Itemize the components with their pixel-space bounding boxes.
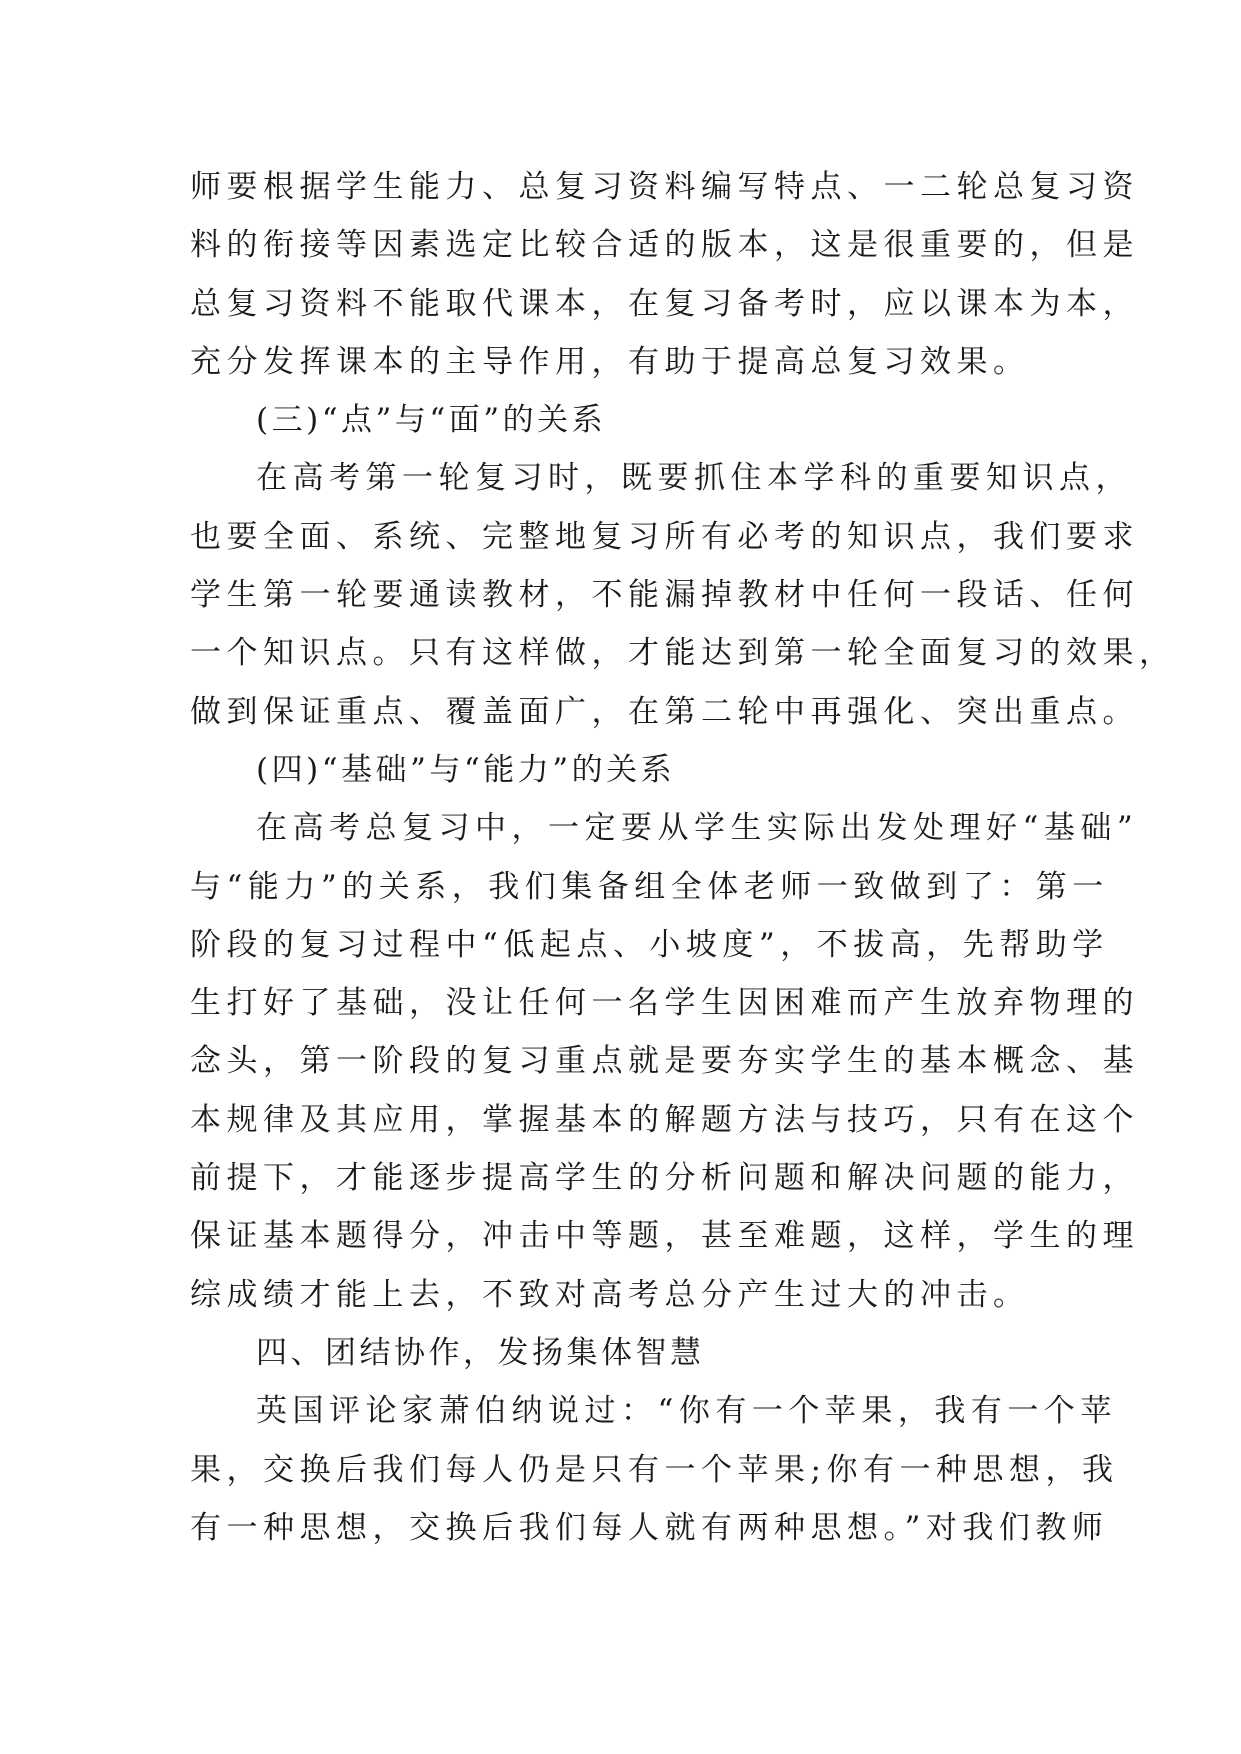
text-line: 充分发挥课本的主导作用，有助于提高总复习效果。	[190, 343, 1030, 380]
text-line: 与“能力”的关系，我们集备组全体老师一致做到了：第一	[190, 868, 1109, 905]
text-line: 本规律及其应用，掌握基本的解题方法与技巧，只有在这个	[190, 1101, 1139, 1138]
section-heading: 四、团结协作，发扬集体智慧	[256, 1334, 705, 1371]
text-line: 念头，第一阶段的复习重点就是要夯实学生的基本概念、基	[190, 1043, 1139, 1080]
text-line: 有一种思想，交换后我们每人就有两种思想。”对我们教师	[190, 1509, 1109, 1546]
text-line: 料的衔接等因素选定比较合适的版本，这是很重要的，但是	[190, 227, 1139, 264]
text-line: 也要全面、系统、完整地复习所有必考的知识点，我们要求	[190, 518, 1139, 555]
text-line: 学生第一轮要通读教材，不能漏掉教材中任何一段话、任何	[190, 577, 1139, 614]
body-text	[190, 158, 1176, 1557]
text-line: 师要根据学生能力、总复习资料编写特点、一二轮总复习资	[190, 169, 1139, 205]
paragraph-first-line: 在高考总复习中，一定要从学生实际出发处理好“基础”	[256, 810, 1139, 847]
section-heading: (三)“点”与“面”的关系	[256, 402, 607, 439]
text-line: 阶段的复习过程中“低起点、小坡度”，不拔高，先帮助学	[190, 926, 1109, 963]
text-line: 果，交换后我们每人仍是只有一个苹果;你有一种思想，我	[190, 1451, 1119, 1488]
paragraph-first-line: 在高考第一轮复习时，既要抓住本学科的重要知识点，	[256, 460, 1132, 497]
text-line: 前提下，才能逐步提高学生的分析问题和解决问题的能力，	[190, 1160, 1139, 1197]
section-heading: (四)“基础”与“能力”的关系	[256, 751, 676, 788]
text-line: 一个知识点。只有这样做，才能达到第一轮全面复习的效果，	[190, 635, 1176, 672]
text-line: 保证基本题得分，冲击中等题，甚至难题，这样，学生的理	[190, 1218, 1139, 1255]
text-line: 综成绩才能上去，不致对高考总分产生过大的冲击。	[190, 1276, 1030, 1313]
text-line: 生打好了基础，没让任何一名学生因困难而产生放弃物理的	[190, 985, 1139, 1022]
paragraph-first-line: 英国评论家萧伯纳说过：“你有一个苹果，我有一个苹	[256, 1393, 1117, 1430]
text-line: 做到保证重点、覆盖面广，在第二轮中再强化、突出重点。	[190, 693, 1139, 730]
text-line: 总复习资料不能取代课本，在复习备考时，应以课本为本，	[190, 285, 1139, 322]
